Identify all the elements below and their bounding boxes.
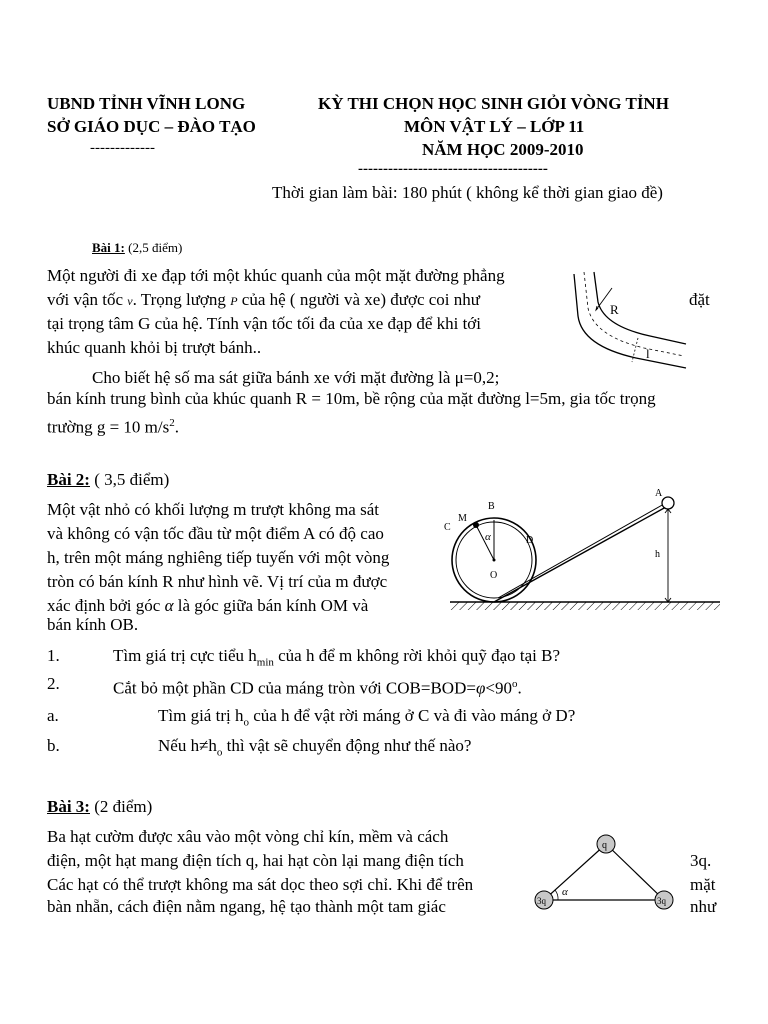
center-o [493,559,496,562]
q2-text-c: . [517,678,522,698]
bai1-line5b: =0,2; [463,368,500,387]
bai1-line2b: . Trọng lượng [132,290,226,309]
bead-q-label: q [602,840,607,851]
road-centerline [584,272,684,356]
bai3-heading [47,795,152,819]
bai1-line2a: với vận tốc [47,290,124,309]
triangle-alpha-label: α [562,886,568,898]
bai2-heading [47,468,169,492]
angle-arc [555,890,558,900]
qb-sub: o [216,746,223,759]
label-c: C [444,522,451,533]
bai1-title: Bài 1: [92,240,125,255]
velocity-symbol: v [127,294,133,308]
bai2-line5a: xác định bởi góc [47,596,161,615]
qa-sub: o [243,716,249,729]
point-m [473,522,479,528]
bai2-line1: Một vật nhỏ có khối lượng m trượt không ma sát [47,500,379,519]
side-left [544,844,606,900]
bai2-line2: và không có vận tốc đầu từ một điểm A có độ cao [47,524,384,543]
bai1-line2c: của hệ ( người và xe) được coi như [241,290,480,309]
bai1-line2d: đặt [689,290,710,309]
q1-text [113,644,560,674]
bai3-title: Bài 3: [47,797,90,816]
incline-lower [494,507,666,602]
bai2-loop-figure [440,485,730,615]
bai1-line7 [47,411,179,440]
label-m: M [458,513,467,524]
bai2-line6: bán kính OB. [47,615,139,634]
phi-symbol: φ [475,678,486,698]
q2-text-a: Cắt bỏ một phần CD của máng tròn với COB=BOD= [113,678,476,698]
qa-text [158,704,575,734]
q1-sub: min [256,656,274,669]
q2-text [113,672,522,701]
q1-text-b: của h để m không rời khỏi quỹ đạo tại B? [273,646,561,665]
bai3-line3-right: mặt [690,875,716,894]
weight-symbol: P [230,294,238,308]
qa-number: a. [47,706,59,725]
exam-time: Thời gian làm bài: 180 phút ( không kể thời gian giao đề) [272,183,663,202]
width-label: l [646,346,650,361]
bai1-line2 [47,288,480,313]
label-d: D [526,535,534,546]
header-right-dashes: -------------------------------------- [358,161,548,177]
label-h: h [655,549,660,560]
bai2-points: ( 3,5 điểm) [89,470,170,489]
header-right-line2: MÔN VẬT LÝ – LỚP 11 [404,117,585,136]
header-left-line1: UBND TỈNH VĨNH LONG [47,94,246,113]
bai2-line3: h, trên một máng nghiêng tiếp tuyến với một vòng [47,548,390,567]
bai3-line4-right: như [690,897,717,916]
bai3-points: (2 điểm) [89,797,153,816]
bai1-line5a: Cho biết hệ số ma sát giữa bánh xe với mặt đường là [92,368,451,387]
header-right-line1: KỲ THI CHỌN HỌC SINH GIỎI VÒNG TỈNH [318,94,669,113]
bai1-bend-figure [566,266,696,376]
incline-upper [498,504,664,598]
q1-text-a: Tìm giá trị cực tiểu h [113,646,257,665]
inner-road-edge [574,274,686,368]
outer-road-edge [594,272,686,344]
qb-text-b: thì vật sẽ chuyển động như thế nào? [222,736,472,755]
bai1-line7-sup: 2 [169,417,175,429]
qa-text-a: Tìm giá trị h [158,706,244,725]
bai3-line2: điện, một hạt mang điện tích q, hai hạt còn lại mang điện tích [47,851,464,870]
bai1-heading [92,240,182,256]
bai3-line2-right: 3q. [690,851,712,870]
qa-text-b: của h để vật rời máng ở C và đi vào máng ở D? [248,706,576,725]
q2-number: 2. [47,674,60,693]
bai2-line4: tròn có bán kính R như hình vẽ. Vị trí của m được [47,572,388,591]
bai2-line5b: là góc giữa bán kính OM và [177,596,369,615]
qb-text-a: Nếu h≠h [158,736,217,755]
side-right [606,844,664,900]
alpha-symbol: α [164,596,174,615]
qb-number: b. [47,736,60,755]
bai3-line1: Ba hạt cườm được xâu vào một vòng chỉ kín, mềm và cách [47,827,449,846]
bai1-line3: tại trọng tâm G của hệ. Tính vận tốc tối đa của xe đạp để khi tới [47,314,482,333]
qb-text [158,734,471,764]
bai3-line3: Các hạt có thể trượt không ma sát dọc theo sợi chỉ. Khi để trên [47,875,474,894]
bead-3q-left-label: 3q [537,896,546,906]
label-o: O [490,570,498,581]
ground-hatch [450,602,720,610]
bai1-line1: Một người đi xe đạp tới một khúc quanh của một mặt đường phẳng [47,266,505,285]
label-alpha: α [485,531,491,543]
bai2-title: Bài 2: [47,470,90,489]
bai1-line4: khúc quanh khỏi bị trượt bánh.. [47,338,262,357]
bead-3q-right-label: 3q [657,896,666,906]
header-left-line2: SỞ GIÁO DỤC – ĐÀO TẠO [47,117,256,136]
bai1-line7a: trường g = 10 m/s [47,417,170,437]
mu-symbol: μ [454,368,464,387]
q2-sup: o [511,678,518,690]
header-left-dashes: ------------- [90,140,155,156]
label-a: A [655,488,663,499]
q2-text-b: <90 [485,678,512,698]
radius-label: R [610,302,619,317]
bai1-line7b: . [174,417,179,437]
bai3-triangle-figure [528,832,678,914]
header-right-line3: NĂM HỌC 2009-2010 [422,140,584,159]
bai1-line6: bán kính trung bình của khúc quanh R = 10m, bề rộng của mặt đường l=5m, gia tốc trọng [47,389,656,408]
bai3-line4: bàn nhẵn, cách điện nằm ngang, hệ tạo thành một tam giác [47,897,446,916]
q1-number: 1. [47,646,60,665]
label-b: B [488,501,495,512]
point-a-ball [662,497,674,509]
bai1-points: (2,5 điểm) [128,240,183,255]
